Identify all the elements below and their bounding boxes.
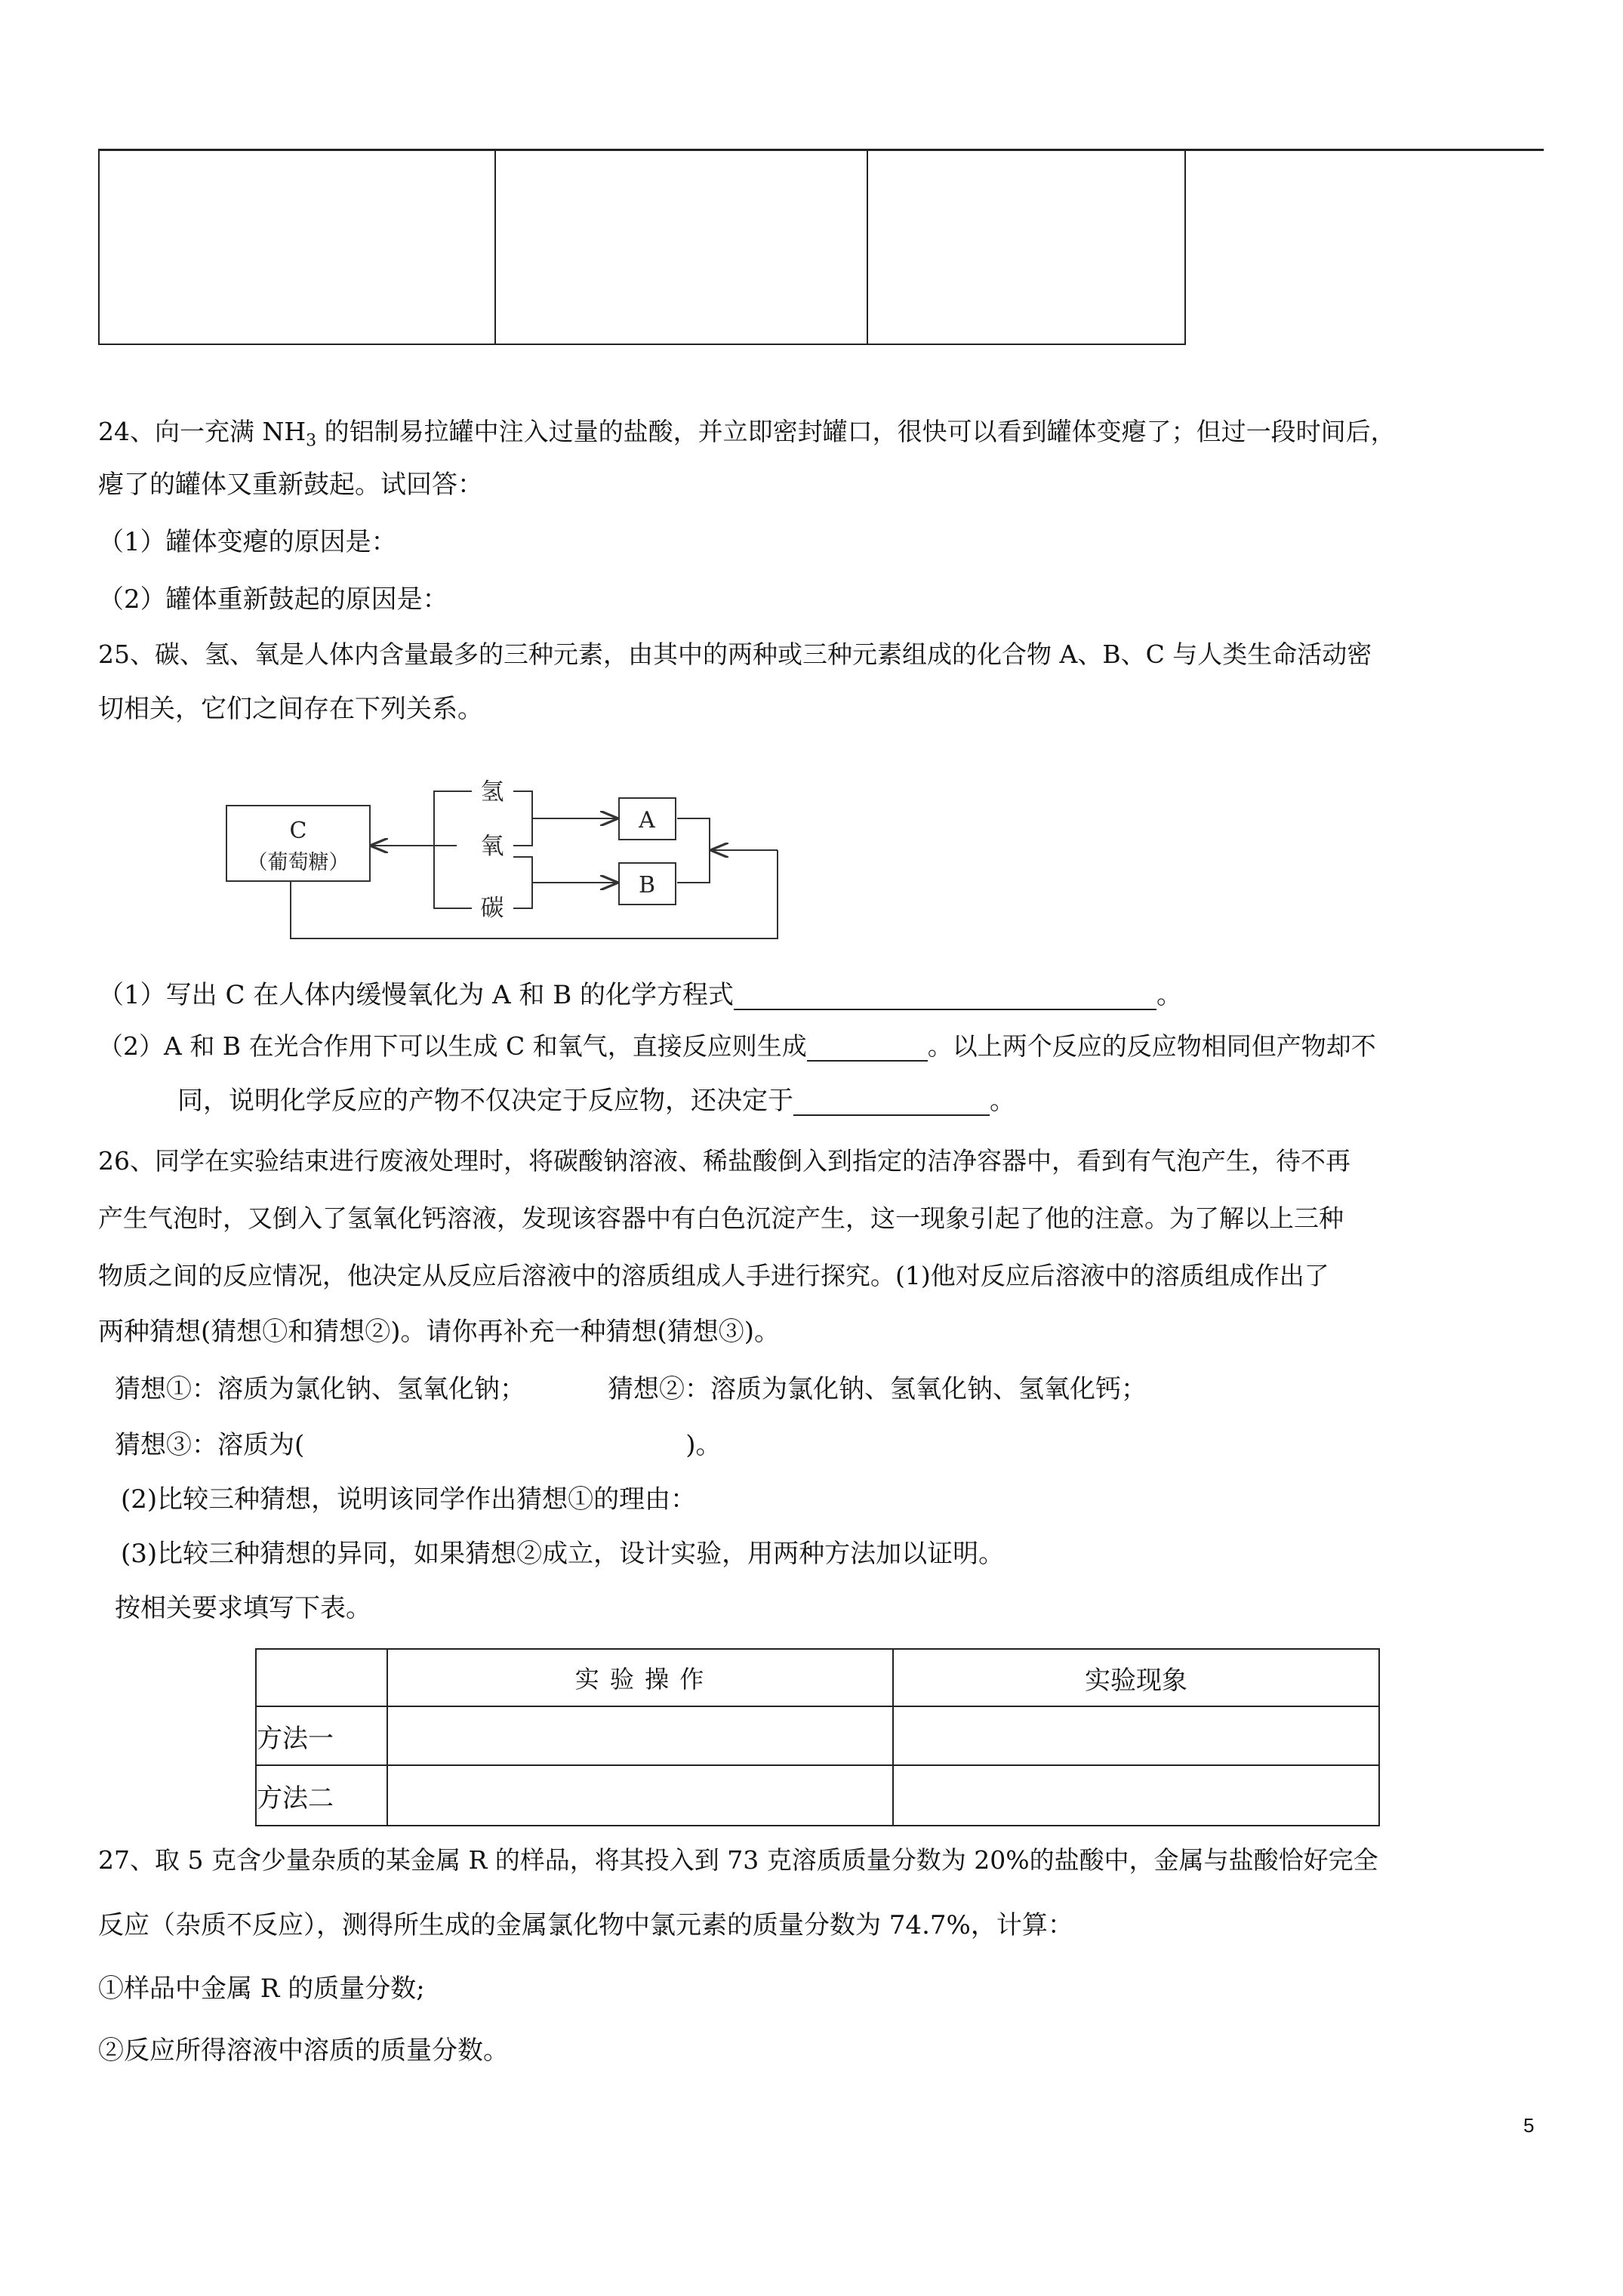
hydrogen-label: 氢 [480,778,504,806]
q24-line-2: 瘪了的罐体又重新鼓起。试回答： [98,470,483,500]
a-label: A [639,807,655,834]
phenomenon-header: 实验现象 [893,1649,1379,1706]
top-partial-table [98,150,1186,345]
q26-line-3: 物质之间的反应情况，他决定从反应后溶液中的溶质组成人手进行探究。(1)他对反应后溶液中的溶质组成作出了 [98,1261,1329,1290]
page-number: 5 [1523,2114,1535,2137]
method-2-operation-cell[interactable] [387,1765,893,1826]
c-sub-label: （葡萄糖） [247,851,350,874]
carbon-label: 碳 [480,895,504,922]
q26-part-2: (2)比较三种猜想，说明该同学作出猜想①的理由： [121,1484,697,1515]
table-divider [494,150,496,345]
table-row [256,1706,1379,1765]
guess-2: 猜想②：溶质为氯化钠、氢氧化钠、氢氧化钙； [608,1374,1147,1404]
method-2-phenomenon-cell[interactable] [893,1765,1379,1826]
q26-part-3: (3)比较三种猜想的异同，如果猜想②成立，设计实验，用两种方法加以证明。 [121,1539,1005,1569]
q25-sub-1: （1）写出 C 在人体内缓慢氧化为 A 和 B 的化学方程式 。 [98,980,1183,1010]
table-row [256,1765,1379,1826]
q24-line-1: 24、向一充满 $NH_3$ 的铝制易拉罐中注入过量的盐酸，并立即密封罐口，很快可以看到罐体变瘪了；但过一段时间后， [98,417,1396,451]
feedback-loop [291,850,778,938]
answer-blank[interactable] [807,1033,928,1062]
method-1-operation-cell[interactable] [387,1706,893,1765]
table-divider [867,150,868,345]
method-1-label: 方法一 [256,1706,387,1765]
guess-1: 猜想①：溶质为氯化钠、氢氧化钠； [115,1374,525,1404]
ab-bracket [677,818,710,883]
guess-3: 猜想③：溶质为( )。 [115,1430,722,1460]
q26-line-2: 产生气泡时，又倒入了氢氧化钙溶液，发现该容器中有白色沉淀产生，这一现象引起了他的注意。为了解以上三种 [98,1203,1344,1233]
o-c-bracket [513,857,532,908]
answer-blank[interactable] [734,982,1156,1010]
q27-item-1: ①样品中金属 R 的质量分数; [98,1974,425,2004]
element-relationship-diagram [219,766,800,948]
q26-line-4: 两种猜想(猜想①和猜想②)。请你再补充一种猜想(猜想③)。 [98,1317,781,1347]
experiment-table [255,1648,1380,1826]
q25-sub-2: （2）A 和 B 在光合作用下可以生成 C 和氧气，直接反应则生成 。以上两个反应的反应物相同但产物却不 [98,1031,1376,1061]
b-label: B [638,872,656,898]
oxygen-label: 氧 [480,833,504,860]
q24-sub-2: （2）罐体重新鼓起的原因是： [98,584,448,615]
q27-line-2: 反应（杂质不反应），测得所生成的金属氯化物中氯元素的质量分数为 74.7%，计算： [98,1910,1073,1940]
element-bracket [434,791,472,908]
q27-item-2: ②反应所得溶液中溶质的质量分数。 [98,2036,509,2066]
table-intro: 按相关要求填写下表。 [115,1593,371,1623]
q27-line-1: 27、取 5 克含少量杂质的某金属 R 的样品，将其投入到 73 克溶质质量分数为 20%的盐酸中，金属与盐酸恰好完全 [98,1845,1378,1875]
table-header-row [256,1649,1379,1706]
q26-line-1: 26、同学在实验结束进行废液处理时，将碳酸钠溶液、稀盐酸倒入到指定的洁净容器中，看到有气泡产生，待不再 [98,1146,1350,1176]
answer-blank[interactable] [793,1087,990,1116]
q25-sub-2-cont: 同，说明化学反应的产物不仅决定于反应物，还决定于 。 [177,1086,1015,1116]
q24-sub-1: （1）罐体变瘪的原因是： [98,527,397,557]
operation-header: 实 验 操 作 [387,1649,893,1706]
q25-line-2: 切相关，它们之间存在下列关系。 [98,694,483,724]
c-label: C [289,818,307,844]
q25-line-1: 25、碳、氢、氧是人体内含量最多的三种元素，由其中的两种或三种元素组成的化合物 A、B、C 与人类生命活动密 [98,639,1372,669]
method-2-label: 方法二 [256,1765,387,1826]
method-1-phenomenon-cell[interactable] [893,1706,1379,1765]
table-header-cell [256,1649,387,1706]
h-o-bracket [513,791,532,846]
